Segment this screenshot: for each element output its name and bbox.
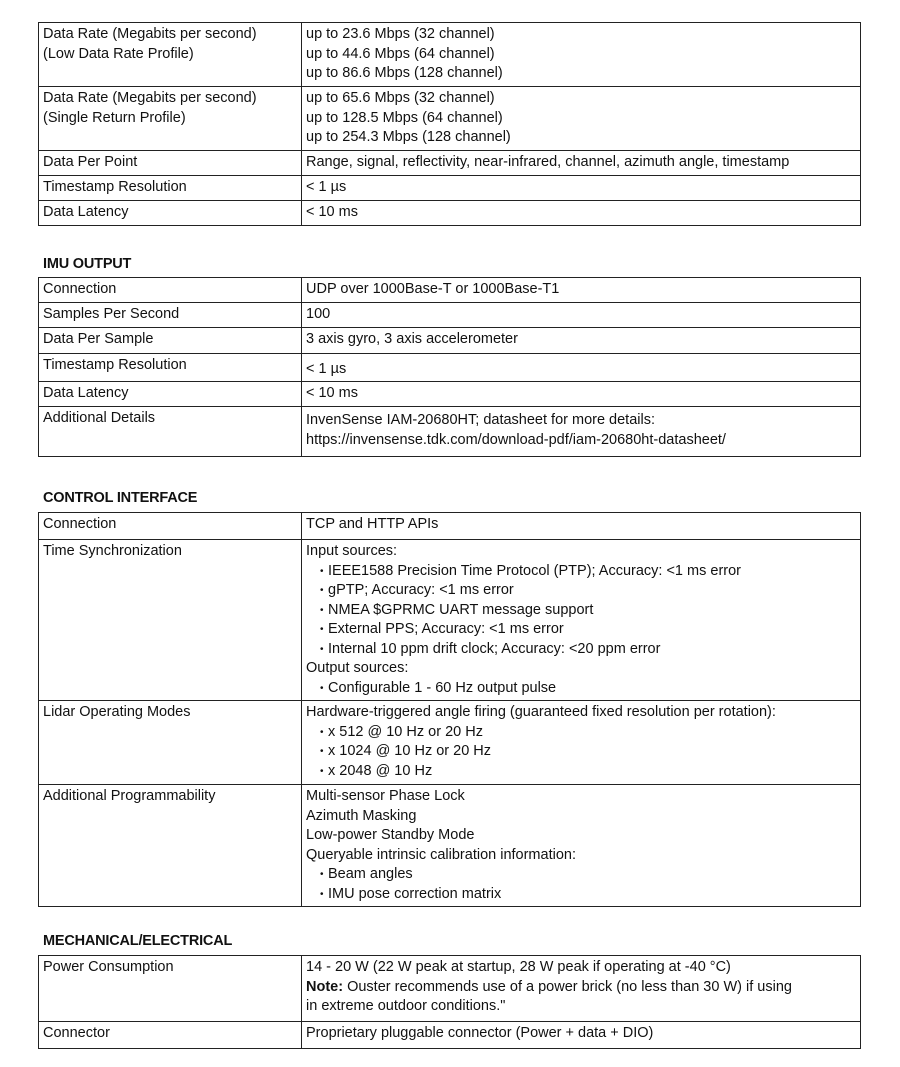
table-row	[39, 956, 861, 1022]
section-title-mechanical-electrical: MECHANICAL/ELECTRICAL	[43, 933, 233, 949]
spec-value	[302, 176, 861, 201]
label-line: (Single Return Profile)	[43, 109, 186, 126]
lidar-modes-heading: Hardware-triggered angle firing (guaranteed fixed resolution per rotation):	[306, 704, 776, 720]
label-line: Data Rate (Megabits per second)	[43, 90, 257, 106]
note-text: Ouster recommends use of a power brick (no less than 30 W) if using	[343, 978, 792, 995]
note-line: in extreme outdoor conditions."	[306, 998, 506, 1014]
table-row	[39, 407, 861, 457]
label-line: Timestamp Resolution	[43, 179, 187, 195]
value-line: up to 254.3 Mbps (128 channel)	[306, 129, 511, 145]
table-row	[39, 1022, 861, 1049]
note-line	[306, 978, 856, 998]
table-row	[39, 354, 861, 382]
spec-label	[39, 23, 302, 87]
value-line: Low-power Standby Mode	[306, 827, 475, 843]
value-line: up to 86.6 Mbps (128 channel)	[306, 65, 503, 81]
value-line: < 1 µs	[306, 179, 347, 195]
spec-value: < 10 ms	[302, 382, 861, 407]
value-line: Range, signal, reflectivity, near-infrared, channel, azimuth angle, timestamp	[306, 154, 790, 170]
list-item: • IMU pose correction matrix	[306, 885, 856, 905]
spec-value: UDP over 1000Base-T or 1000Base-T1	[302, 278, 861, 303]
spec-label	[39, 176, 302, 201]
table-row	[39, 540, 861, 701]
table-row	[39, 513, 861, 540]
spec-value: Proprietary pluggable connector (Power + data + DIO)	[302, 1022, 861, 1049]
spec-label: Data Latency	[39, 382, 302, 407]
table-row	[39, 176, 861, 201]
spec-label	[39, 87, 302, 151]
value-line: up to 65.6 Mbps (32 channel)	[306, 90, 495, 106]
mechanical-electrical-table	[38, 955, 861, 1049]
value-line: Queryable intrinsic calibration information:	[306, 846, 576, 863]
spec-value: TCP and HTTP APIs	[302, 513, 861, 540]
spec-label: Connector	[39, 1022, 302, 1049]
section-title-imu-output: IMU OUTPUT	[43, 256, 132, 272]
table-row	[39, 23, 861, 87]
spec-value	[302, 23, 861, 87]
section-title-control-interface: CONTROL INTERFACE	[43, 490, 198, 506]
list-item: • x 512 @ 10 Hz or 20 Hz	[306, 723, 856, 743]
datasheet-link[interactable]: https://invensense.tdk.com/download-pdf/iam-20680ht-datasheet/	[306, 431, 726, 448]
spec-label: Data Per Sample	[39, 328, 302, 354]
value-line: Azimuth Masking	[306, 807, 417, 824]
input-sources-heading: Input sources:	[306, 543, 398, 559]
table-row	[39, 87, 861, 151]
label-line: Data Rate (Megabits per second)	[43, 26, 257, 42]
spec-value	[302, 540, 861, 701]
table-row	[39, 701, 861, 785]
spec-value	[302, 151, 861, 176]
value-line: < 10 ms	[306, 204, 358, 220]
list-item: • x 2048 @ 10 Hz	[306, 762, 856, 782]
table-row	[39, 785, 861, 907]
spec-label: Lidar Operating Modes	[39, 701, 302, 785]
spec-value: 100	[302, 303, 861, 328]
spec-label: Timestamp Resolution	[39, 354, 302, 382]
list-item: • gPTP; Accuracy: <1 ms error	[306, 581, 856, 601]
spec-label: Samples Per Second	[39, 303, 302, 328]
spec-label: Time Synchronization	[39, 540, 302, 701]
label-line: Data Latency	[43, 204, 129, 220]
spec-value	[302, 701, 861, 785]
table-row	[39, 278, 861, 303]
value-line: up to 128.5 Mbps (64 channel)	[306, 109, 503, 126]
spec-value	[302, 956, 861, 1022]
table-row	[39, 382, 861, 407]
list-item: • External PPS; Accuracy: <1 ms error	[306, 620, 856, 640]
spec-value	[302, 407, 861, 457]
spec-value	[302, 785, 861, 907]
imu-output-table	[38, 277, 861, 457]
table-row	[39, 328, 861, 354]
value-line: Multi-sensor Phase Lock	[306, 788, 465, 804]
spec-label: Connection	[39, 278, 302, 303]
spec-label: Additional Details	[39, 407, 302, 457]
note-label: Note:	[306, 978, 344, 995]
label-line: (Low Data Rate Profile)	[43, 45, 194, 62]
spec-label: Power Consumption	[39, 956, 302, 1022]
spec-value: < 1 µs	[302, 354, 861, 382]
spec-label: Connection	[39, 513, 302, 540]
spec-value	[302, 201, 861, 226]
output-sources-heading: Output sources:	[306, 660, 409, 676]
spec-label	[39, 201, 302, 226]
spec-value	[302, 87, 861, 151]
list-item: • x 1024 @ 10 Hz or 20 Hz	[306, 742, 856, 762]
list-item: • NMEA $GPRMC UART message support	[306, 601, 856, 621]
data-output-table	[38, 22, 861, 226]
table-row	[39, 151, 861, 176]
value-line: up to 44.6 Mbps (64 channel)	[306, 45, 495, 62]
spec-label	[39, 151, 302, 176]
spec-label: Additional Programmability	[39, 785, 302, 907]
label-line: Data Per Point	[43, 154, 138, 170]
spec-value: 3 axis gyro, 3 axis accelerometer	[302, 328, 861, 354]
value-line: InvenSense IAM-20680HT; datasheet for more details:	[306, 412, 655, 428]
table-row	[39, 303, 861, 328]
control-interface-table	[38, 512, 861, 907]
table-row	[39, 201, 861, 226]
list-item: • Configurable 1 - 60 Hz output pulse	[306, 679, 856, 699]
value-line: up to 23.6 Mbps (32 channel)	[306, 26, 495, 42]
list-item: • IEEE1588 Precision Time Protocol (PTP); Accuracy: <1 ms error	[306, 562, 856, 582]
value-line: 14 - 20 W (22 W peak at startup, 28 W peak if operating at -40 °C)	[306, 959, 731, 975]
list-item: • Beam angles	[306, 865, 856, 885]
list-item: • Internal 10 ppm drift clock; Accuracy: <20 ppm error	[306, 640, 856, 660]
